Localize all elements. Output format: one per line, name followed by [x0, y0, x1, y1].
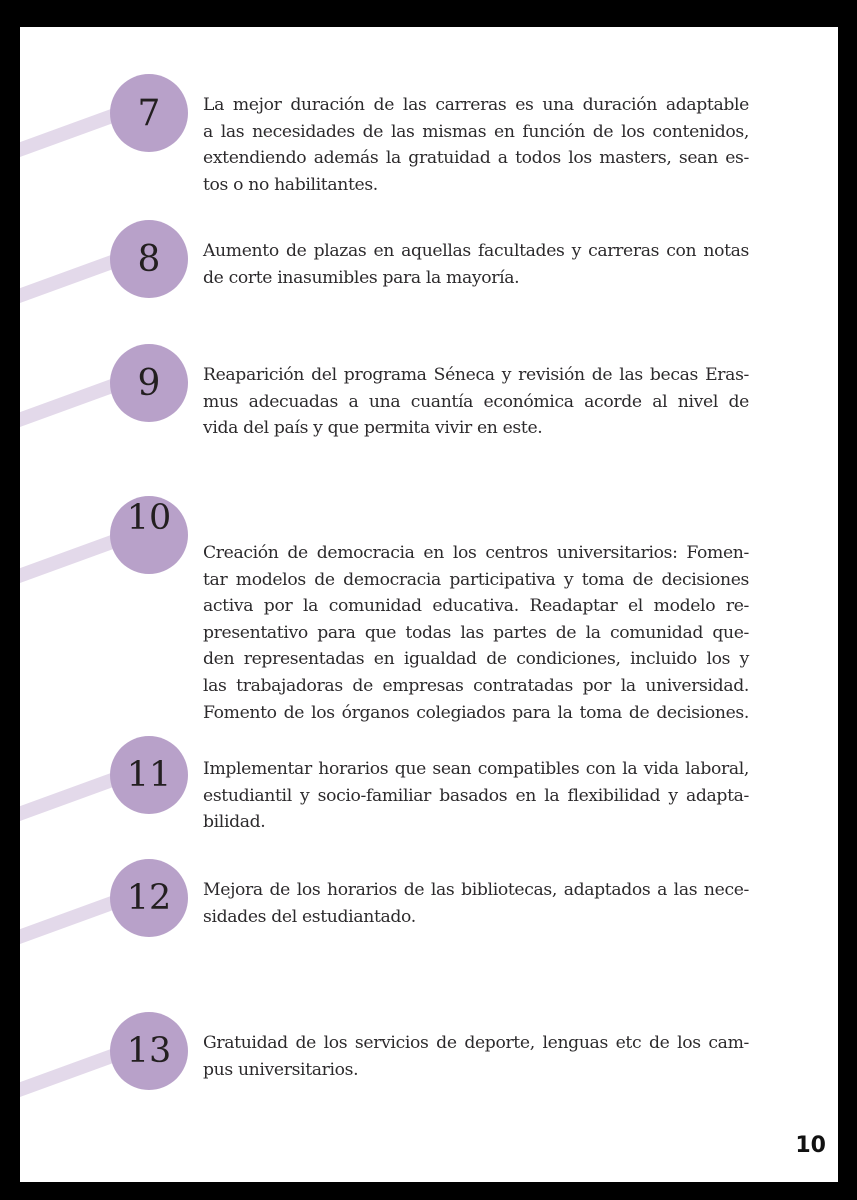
text-line: Creación de democracia en los centros universitarios: Fomen-	[203, 543, 749, 563]
text-line: las trabajadoras de empresas contratadas por la universidad.	[203, 675, 749, 696]
item-text	[203, 1030, 749, 1083]
text-line: pus universitarios.	[203, 1059, 359, 1080]
text-line: sidades del estudiantado.	[203, 906, 416, 927]
item-number-badge: 13	[110, 1012, 188, 1090]
item-number-badge: 9	[110, 344, 188, 422]
item-text	[203, 877, 749, 930]
text-line: Gratuidad de los servicios de deporte, lenguas etc de los cam-	[203, 1033, 749, 1053]
text-line: vida del país y que permita vivir en este.	[203, 418, 543, 439]
text-line: activa por la comunidad educativa. Readaptar el modelo re-	[203, 596, 749, 617]
item-text	[203, 238, 749, 291]
item-number-badge: 10	[110, 496, 188, 574]
text-line: den representadas en igualdad de condiciones, incluido los y	[203, 649, 749, 670]
decorative-stripe	[20, 1049, 117, 1098]
text-line: de corte inasumibles para la mayoría.	[203, 267, 520, 288]
decorative-stripe	[20, 535, 117, 584]
item-text	[203, 92, 749, 198]
decorative-stripe	[20, 773, 117, 822]
text-line: Aumento de plazas en aquellas facultades y carreras con notas	[203, 241, 749, 261]
item-text	[203, 756, 749, 836]
decorative-stripe	[20, 896, 117, 945]
text-line: estudiantil y socio-familiar basados en la flexibilidad y adapta-	[203, 785, 749, 806]
decorative-stripe	[20, 109, 117, 158]
page-number: 10	[795, 1133, 826, 1158]
text-line: tar modelos de democracia participativa y toma de decisiones	[203, 569, 749, 590]
item-number-badge: 12	[110, 859, 188, 937]
text-line: Mejora de los horarios de las bibliotecas, adaptados a las nece-	[203, 880, 749, 900]
item-number-badge: 11	[110, 736, 188, 814]
text-line: bilidad.	[203, 812, 266, 833]
text-line: extendiendo además la gratuidad a todos los masters, sean es-	[203, 148, 749, 169]
item-text	[203, 362, 749, 442]
text-line: tos o no habilitantes.	[203, 174, 378, 195]
text-line: presentativo para que todas las partes de la comunidad que-	[203, 622, 749, 643]
text-line: a las necesidades de las mismas en función de los contenidos,	[203, 121, 749, 142]
document-page	[20, 27, 838, 1182]
text-line: Fomento de los órganos colegiados para la toma de decisiones.	[203, 702, 749, 723]
item-text	[203, 540, 749, 726]
decorative-stripe	[20, 255, 117, 304]
text-line: La mejor duración de las carreras es una duración adaptable	[203, 95, 749, 115]
text-line: mus adecuadas a una cuantía económica acorde al nivel de	[203, 391, 749, 412]
decorative-stripe	[20, 379, 117, 428]
item-number-badge: 7	[110, 74, 188, 152]
item-number-badge: 8	[110, 220, 188, 298]
text-line: Reaparición del programa Séneca y revisión de las becas Eras-	[203, 365, 749, 385]
text-line: Implementar horarios que sean compatibles con la vida laboral,	[203, 759, 749, 779]
